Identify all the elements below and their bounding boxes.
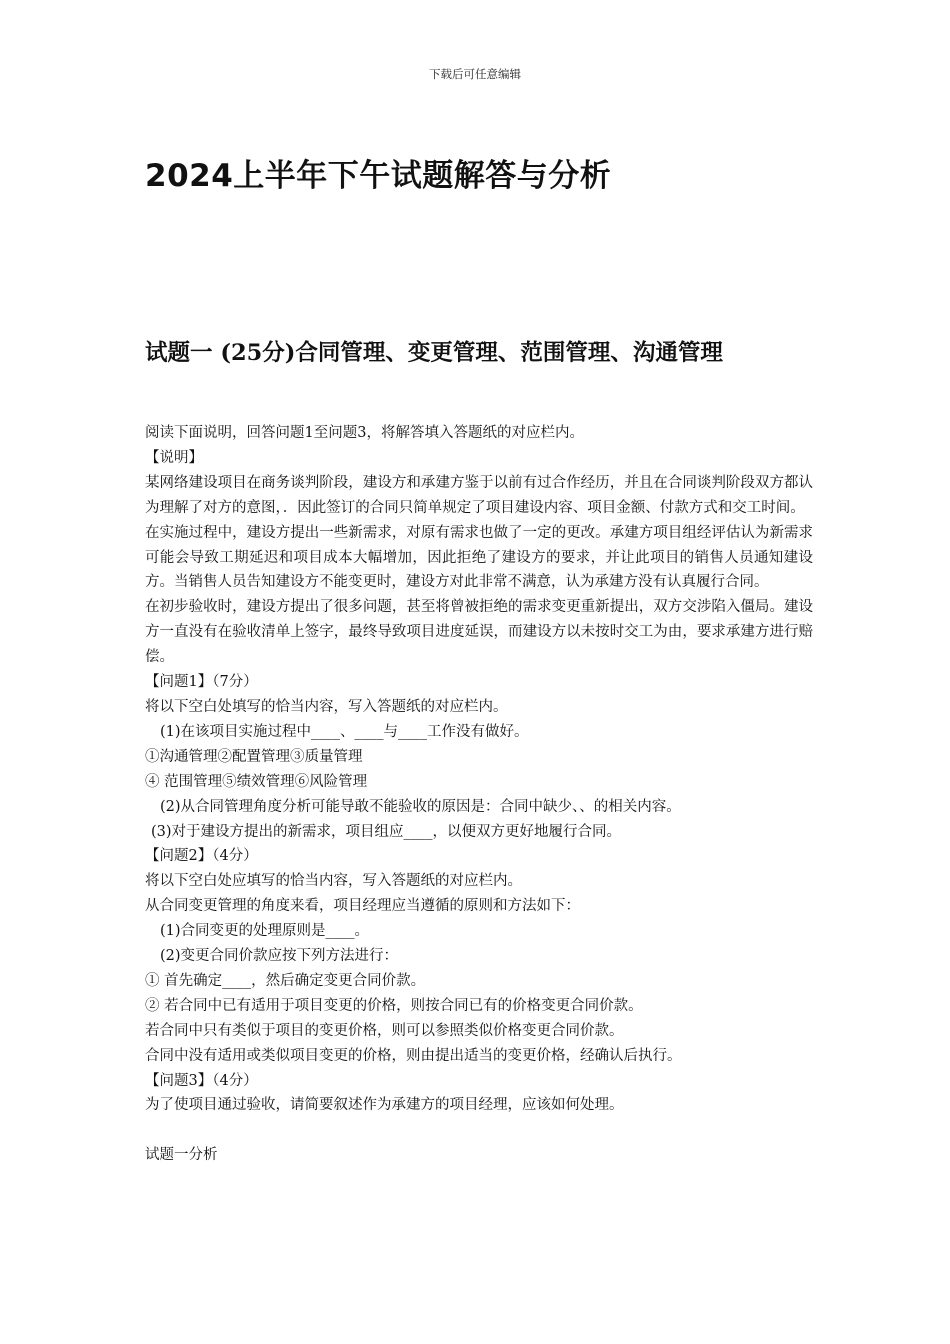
question-2-subitem: 合同中没有适用或类似项目变更的价格，则由提出适当的变更价格，经确认后执行。 xyxy=(145,1047,682,1064)
question-2-subitem: ① 首先确定____，然后确定变更合同价款。 xyxy=(145,972,426,989)
document-body xyxy=(145,421,813,1168)
question-1-heading: 【问题1】（7分） xyxy=(145,674,258,691)
question-2-text: 从合同变更管理的角度来看，项目经理应当遵循的原则和方法如下： xyxy=(145,898,580,915)
question-1-options: ④ 范围管理⑤绩效管理⑥风险管理 xyxy=(145,773,368,790)
question-2-instruction: 将以下空白处应填写的恰当内容，写入答题纸的对应栏内。 xyxy=(145,873,522,890)
question-1-item: (1)在该项目实施过程中____、____与____工作没有做好。 xyxy=(160,723,529,740)
question-2-subitem: ② 若合同中已有适用于项目变更的价格，则按合同已有的价格变更合同价款。 xyxy=(145,997,643,1014)
scenario-paragraph: 在实施过程中，建设方提出一些新需求，对原有需求也做了一定的更改。承建方项目组经评估认为新需求可能会导致工期延迟和项目成本大幅增加，因此拒绝了建设方的要求，并让此项目的销售人员通知建设方。当销售人员告知建设方不能变更时，建设方对此非常不满意，认为承建方没有认真履行合同。 xyxy=(145,524,813,591)
instruction-paragraph: 阅读下面说明，回答问题1至问题3，将解答填入答题纸的对应栏内。 xyxy=(145,425,584,441)
question-2-item: (1)合同变更的处理原则是____。 xyxy=(160,923,370,940)
question-1-options: ①沟通管理②配置管理③质量管理 xyxy=(145,748,363,765)
question-2-heading: 【问题2】（4分） xyxy=(145,848,258,865)
question-2-subitem: 若合同中只有类似于项目的变更价格，则可以参照类似价格变更合同价款。 xyxy=(145,1022,624,1039)
header-note: 下载后可任意编辑 xyxy=(429,67,521,81)
scenario-paragraph: 在初步验收时，建设方提出了很多问题，甚至将曾被拒绝的需求变更重新提出，双方交涉陷入僵局。建设方一直没有在验收清单上签字，最终导致项目进度延误，而建设方以未按时交工为由，要求承建方进行赔偿。 xyxy=(145,599,813,666)
section-title: 试题一 (25分)合同管理、变更管理、范围管理、沟通管理 xyxy=(145,340,723,366)
question-3-heading: 【问题3】（4分） xyxy=(145,1072,258,1089)
question-1-instruction: 将以下空白处填写的恰当内容，写入答题纸的对应栏内。 xyxy=(145,698,508,715)
question-1-item: (3)对于建设方提出的新需求，项目组应____，以便双方更好地履行合同。 xyxy=(151,823,622,840)
question-3-text: 为了使项目通过验收，请简要叙述作为承建方的项目经理，应该如何处理。 xyxy=(145,1097,624,1114)
question-2-item: (2)变更合同价款应按下列方法进行： xyxy=(160,948,399,965)
document-title: 2024上半年下午试题解答与分析 xyxy=(145,158,612,194)
analysis-heading: 试题一分析 xyxy=(145,1147,218,1164)
scenario-paragraph: 某网络建设项目在商务谈判阶段，建设方和承建方鉴于以前有过合作经历，并且在合同谈判阶段双方都认为理解了对方的意图，．因此签订的合同只简单规定了项目建设内容、项目金额、付款方式和交工时间。 xyxy=(145,474,813,516)
explanation-heading: 【说明】 xyxy=(145,449,203,466)
question-1-item: (2)从合同管理角度分析可能导敢不能验收的原因是：合同中缺少、、的相关内容。 xyxy=(160,798,681,815)
